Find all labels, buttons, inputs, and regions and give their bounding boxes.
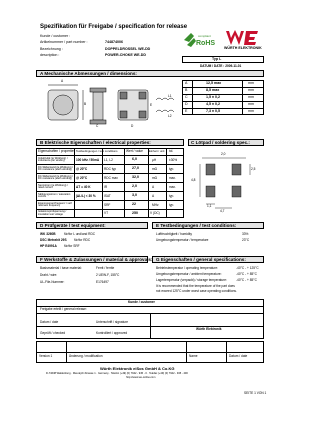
unit-cell: A [152, 193, 155, 198]
footer-company: Würth Elektronik eiSos GmbH & Co.KG [100, 366, 175, 371]
sym-cell: L1, L2 [104, 157, 113, 162]
col-header: tol. [169, 149, 174, 153]
type-label: Typ L [212, 56, 222, 61]
cond-cell: |ΔL/L| < 30 % [76, 193, 96, 198]
dimension-table [182, 80, 264, 115]
val-cell: 2,0 [132, 184, 137, 188]
prop-cell: Sättigungsstrom / saturation current [38, 192, 71, 199]
dim-letter-b: B [84, 102, 87, 106]
tol-cell: max. [169, 184, 176, 189]
rohs-top-text: compliant [198, 34, 211, 38]
val-cell: 27,0 [132, 166, 139, 170]
date-label: Datum / date [40, 320, 59, 324]
pad-dim: 4,8 [191, 178, 196, 182]
rohs-text: RoHS [196, 40, 216, 47]
electrical-table [36, 148, 184, 218]
spec-label: Umgebungstemperatur / ambient temperature: [156, 272, 222, 276]
section-f-title: F Werkstoffe & Zulassungen / material & approvals: [40, 256, 153, 262]
sym-cell: RDC max [104, 175, 118, 180]
we-logo [224, 30, 264, 52]
cond-cell: 100 kHz / 50mA [76, 157, 100, 162]
equipment-desc: für/for RDC [74, 238, 91, 242]
rev-col: Datum / date [229, 354, 248, 358]
footer-address: D-74638 Waldenburg · Max-Eyth-Strasse 1 · Germany · Telefon (+49) (0) 7942 - 945 - 0 · Telefax (+49) (0) 7942 - 945 - 400 [46, 372, 188, 375]
pad-layout [188, 148, 264, 218]
dim-unit: mm [248, 109, 254, 113]
section-g-title: G Eigenschaften / general specifications: [156, 256, 246, 262]
inductor-drawing [38, 80, 178, 135]
we-logo-graphic [224, 30, 264, 46]
condition-label: Luftfeuchtigkeit / humidity [156, 232, 192, 236]
we-label: Würth Elektronik [196, 326, 222, 331]
sym-cell: VT [104, 211, 109, 215]
unit-cell: A [152, 184, 155, 189]
spec-note: not exceed 125°C under worst case operating conditions. [156, 289, 237, 293]
sym-cell: ISAT [104, 193, 111, 198]
unit-cell: V (DC) [150, 211, 160, 215]
unit-cell: MHz [152, 202, 159, 207]
release-label: Freigabe erteilt / general release: [40, 307, 87, 311]
val-cell: 250 [132, 210, 138, 215]
col-header: Eigenschaften / properties [38, 149, 76, 153]
prop-cell: Isolationsprüfspannung / insulation test voltage [38, 210, 67, 216]
section-a-title: A Mechanische Abmessungen / dimensions: [40, 70, 137, 76]
unit-cell: mΩ [152, 175, 158, 180]
designation-label: Bezeichnung : [40, 47, 63, 51]
dim-unit: mm [248, 88, 254, 92]
dim-key: C [185, 95, 188, 99]
dim-value: 12,5 max [206, 81, 222, 85]
unit-cell: mΩ [152, 166, 158, 171]
dim-letter-e: E [150, 103, 153, 107]
prop-cell: DC-Widerstand (je Wicklung) / DC resistance (each winding) [38, 174, 73, 181]
tol-cell: ±30% [169, 157, 178, 162]
description-label: description : [40, 53, 60, 57]
soldering-pad-drawing [188, 148, 264, 218]
rohs-logo-graphic [182, 30, 218, 50]
sym-cell: RDC typ [104, 166, 117, 171]
page-title: Spezifikation für Freigabe / specification for release [40, 24, 188, 30]
dim-key: D [185, 102, 188, 106]
pad-dim: 2,0 [221, 152, 226, 156]
signature-label: Unterschrift / signature [96, 320, 129, 324]
rev-col: Änderung / modification [69, 354, 103, 358]
dim-unit: mm [248, 102, 254, 106]
part-number-label: Artikelnummer / part number : [40, 40, 88, 44]
dim-key: A [185, 81, 188, 85]
condition-value: 33% [242, 232, 249, 236]
tol-cell: max. [169, 175, 176, 180]
release-block [36, 299, 264, 339]
tol-cell: typ. [169, 166, 175, 171]
page-number: SEITE 1 VON 1 [244, 391, 267, 395]
spec-value: -40°C - + 85°C [236, 278, 257, 282]
customer-label: Kunde / customer [128, 299, 155, 304]
pin-label-l1: L1 [168, 94, 172, 98]
section-d-title: D Prüfgeräte / test equipment: [40, 222, 106, 228]
val-cell: 22 [132, 202, 136, 206]
dim-value: 1,5 ± 0,2 [206, 95, 220, 99]
material-value: Ferrit / ferrite [96, 266, 115, 270]
prop-cell: DC-Widerstand (je Wicklung) / DC resistance (each winding) [38, 165, 73, 172]
dim-letter-a: A [61, 79, 64, 83]
material-value: 2 UEW-F, 155°C [96, 273, 120, 277]
tol-cell: typ. [169, 193, 175, 198]
customer-label: Kunde / customer : [40, 34, 71, 38]
material-label: UL-File-Nummer: [40, 280, 65, 284]
prop-cell: Nennstrom (je Wicklung) / rated current [38, 183, 68, 190]
equipment-name: DSC Metrahit 29S [40, 238, 67, 242]
dim-letter-c: C [96, 124, 99, 128]
dim-unit: mm [248, 95, 254, 99]
description-value: POWER-CHOKE WE-DD [105, 53, 146, 57]
equipment-desc: für/for SRF [64, 244, 80, 248]
unit-cell: µH [152, 157, 157, 162]
equipment-name: HP E4991A [40, 244, 57, 248]
val-cell: 3,0 [132, 193, 137, 197]
dimension-drawing [38, 80, 178, 135]
rohs-logo [182, 30, 218, 50]
equipment-desc: für/for L und/and RDC [64, 232, 96, 236]
pad-dim: 4,7 [220, 209, 225, 213]
dim-value: 7,3 ± 0,5 [206, 109, 220, 113]
cond-cell: @ 20°C [76, 175, 88, 180]
col-header: Wert / value [126, 149, 143, 153]
part-number-value: 744874006 [105, 40, 123, 44]
equipment-name: WK 3260B [40, 232, 56, 236]
spec-value: -40°C - + 85°C [236, 272, 257, 276]
dim-letter-d: D [131, 124, 134, 128]
spec-label: Lagertemperatur (verpackt) / storage temperature: [156, 278, 227, 282]
approved-label: Kontrolliert / approved [96, 331, 128, 335]
col-header: Testbedingungen / test conditions [76, 149, 118, 153]
we-brand-text: WÜRTH ELEKTRONIK [224, 46, 262, 50]
condition-label: Umgebungstemperatur / temperature [156, 238, 209, 242]
condition-value: 23°C [242, 238, 250, 242]
section-c-title: C Lötpad / soldering spec.: [191, 139, 250, 145]
val-cell: 6,0 [132, 157, 137, 161]
dim-key: E [185, 109, 188, 113]
pad-dim: 2,5 [251, 167, 256, 171]
tol-cell: typ. [169, 202, 175, 207]
prop-cell: Eigenresonanzfrequenz / self resonant frequency [38, 201, 72, 208]
val-cell: 32,0 [132, 175, 139, 179]
cond-cell: ΔT = 40 K [76, 184, 91, 189]
rev-col: Name [189, 354, 198, 358]
col-header: Einheit / unit [149, 149, 165, 153]
material-label: Draht / wire: [40, 273, 58, 277]
dim-key: B [185, 88, 188, 92]
material-value: E176497 [96, 280, 109, 284]
footer-web[interactable]: http://www.we-online.com [126, 376, 156, 379]
checked-label: Geprüft / checked [40, 331, 66, 335]
pad-dim: 1,1 [207, 204, 212, 208]
spec-value: -40°C - + 125°C [236, 266, 259, 270]
rev-col: Version 1 [39, 354, 53, 358]
spec-label: Betriebstemperatur / operating temperature: [156, 266, 219, 270]
dim-value: 8,5 max [206, 88, 220, 92]
dim-value: 4,5 ± 0,2 [206, 102, 220, 106]
section-b-title: B Elektrische Eigenschaften / electrical properties: [40, 139, 151, 145]
pin-label-l2: L2 [168, 114, 172, 118]
revision-table [36, 341, 264, 363]
cond-cell: @ 20°C [76, 166, 88, 171]
prop-cell: Induktivität (je Wicklung) / inductance per winding [38, 156, 68, 163]
release-date: DATUM / DATE : 2009-11-01 [200, 64, 242, 68]
sym-cell: SRF [104, 202, 111, 207]
spec-note: It is recommended that the temperature of the part does [156, 284, 235, 288]
sym-cell: IR [104, 184, 108, 189]
designation-value: DOPPELDROSSEL WE-DD [105, 47, 151, 51]
dim-unit: mm [248, 81, 254, 85]
section-e-title: E Testbedingungen / test conditions: [156, 222, 237, 228]
material-label: Basismaterial / base material: [40, 266, 82, 270]
